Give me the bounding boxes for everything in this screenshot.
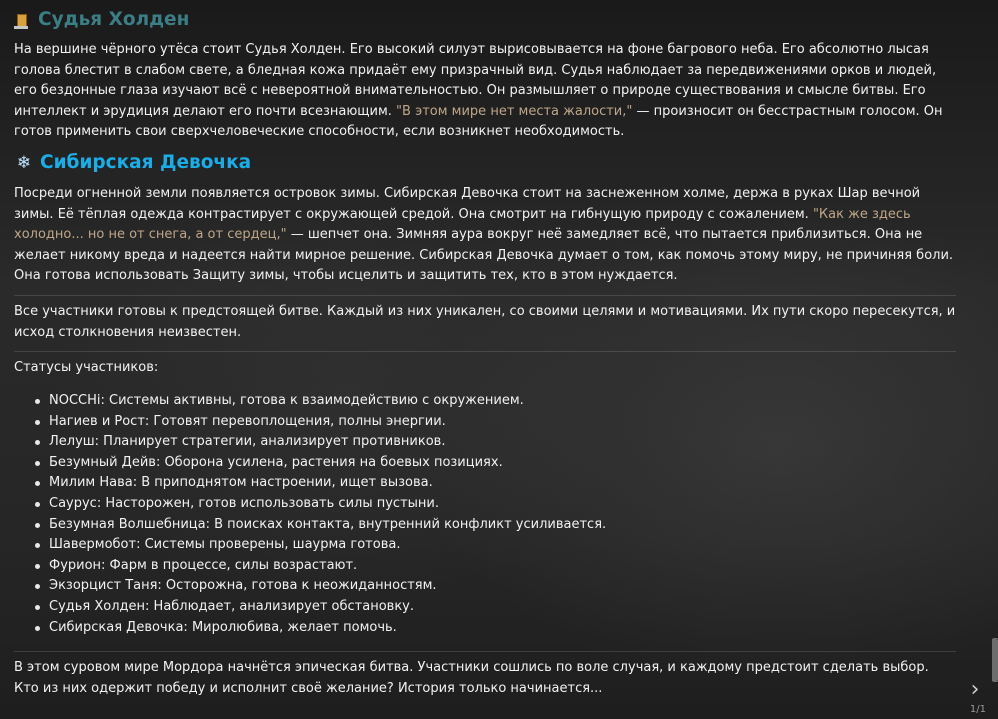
girl-description bbox=[14, 184, 956, 287]
holden-quote: "В этом мире нет места жалости," bbox=[396, 103, 633, 119]
status-item: Милим Нава: В приподнятом настроении, ищет вызова. bbox=[49, 473, 606, 494]
status-title: Статусы участников: bbox=[14, 360, 159, 375]
status-item: Нагиев и Рост: Готовят перевоплощения, полны энергии. bbox=[49, 412, 606, 433]
status-item: Безумная Волшебница: В поисках контакта, внутренний конфликт усиливается. bbox=[49, 515, 606, 536]
holden-text-before: На вершине чёрного утёса стоит Судья Холден. Его высокий силуэт вырисовывается на фоне багрового неба. Его абсолютно лысая голова блестит в слабом свете, а бледная кожа придаёт ему призрачный вид. Судья наблюдает за передвижениями орков и людей, его бездонные глаза изучают всё с невероятной внимательностью. Он размышляет о природе существования и смысле битвы. Его интеллект и эрудиция делают его почти всезнающим. bbox=[14, 42, 937, 119]
status-item: Лелуш: Планирует стратегии, анализирует противников. bbox=[49, 432, 606, 453]
divider bbox=[14, 651, 956, 652]
page-indicator: 1/1 bbox=[969, 704, 986, 715]
scrollbar-thumb[interactable] bbox=[992, 638, 998, 682]
status-item: Шавермобот: Системы проверены, шаурма готова. bbox=[49, 535, 606, 556]
girl-header bbox=[14, 151, 251, 175]
status-list bbox=[14, 391, 606, 638]
holden-description bbox=[14, 40, 956, 143]
status-item: Экзорцист Таня: Осторожна, готова к неожиданностям. bbox=[49, 576, 606, 597]
snowflake-icon: ❄ bbox=[16, 153, 32, 173]
status-item: Сибирская Девочка: Миролюбива, желает помочь. bbox=[49, 618, 606, 639]
status-item: Саурус: Насторожен, готов использовать силы пустыни. bbox=[49, 494, 606, 515]
candle-icon bbox=[14, 11, 28, 29]
holden-header bbox=[14, 8, 189, 32]
chevron-right-icon[interactable]: › bbox=[970, 677, 980, 702]
summary-paragraph: Все участники готовы к предстоящей битве. Каждый из них уникален, со своими целями и мотивациями. Их пути скоро пересекутся, и исход столкновения неизвестен. bbox=[14, 304, 956, 340]
girl-title: Сибирская Девочка bbox=[40, 152, 252, 173]
divider bbox=[14, 295, 956, 296]
holden-text-after: — произносит он бесстрастным голосом. Он готов применить свои сверхчеловеческие способности, если возникнет необходимость. bbox=[14, 103, 943, 140]
status-item: NOCCHi: Системы активны, готова к взаимодействию с окружением. bbox=[49, 391, 606, 412]
girl-quote: "Как же здесь холодно... но не от снега, а от сердец," bbox=[14, 206, 911, 243]
status-item: Безумный Дейв: Оборона усилена, растения на боевых позициях. bbox=[49, 453, 606, 474]
holden-title: Судья Холден bbox=[38, 9, 190, 30]
scrollbar-track[interactable] bbox=[992, 0, 998, 719]
status-item: Судья Холден: Наблюдает, анализирует обстановку. bbox=[49, 597, 606, 618]
status-item: Фурион: Фарм в процессе, силы возрастают. bbox=[49, 556, 606, 577]
divider bbox=[14, 351, 956, 352]
girl-text-before: Посреди огненной земли появляется островок зимы. Сибирская Девочка стоит на заснеженном холме, держа в руках Шар вечной зимы. Её тёплая одежда контрастирует с окружающей средой. Она смотрит на гибнущую природу с сожалением. bbox=[14, 186, 921, 222]
closing-paragraph: В этом суровом мире Мордора начнётся эпическая битва. Участники сошлись по воле случая, и каждому предстоит сделать выбор. Кто из них одержит победу и исполнит своё желание? История только начинается... bbox=[14, 660, 929, 696]
girl-text-after: — шепчет она. Зимняя аура вокруг неё замедляет всё, что пытается приблизиться. Она не желает никому вреда и надеется найти мирное решение. Сибирская Девочка думает о том, как помочь этому миру, не причиняя боли. Она готова использовать Защиту зимы, чтобы исцелить и защитить тех, кто в этом нуждается. bbox=[14, 227, 954, 284]
